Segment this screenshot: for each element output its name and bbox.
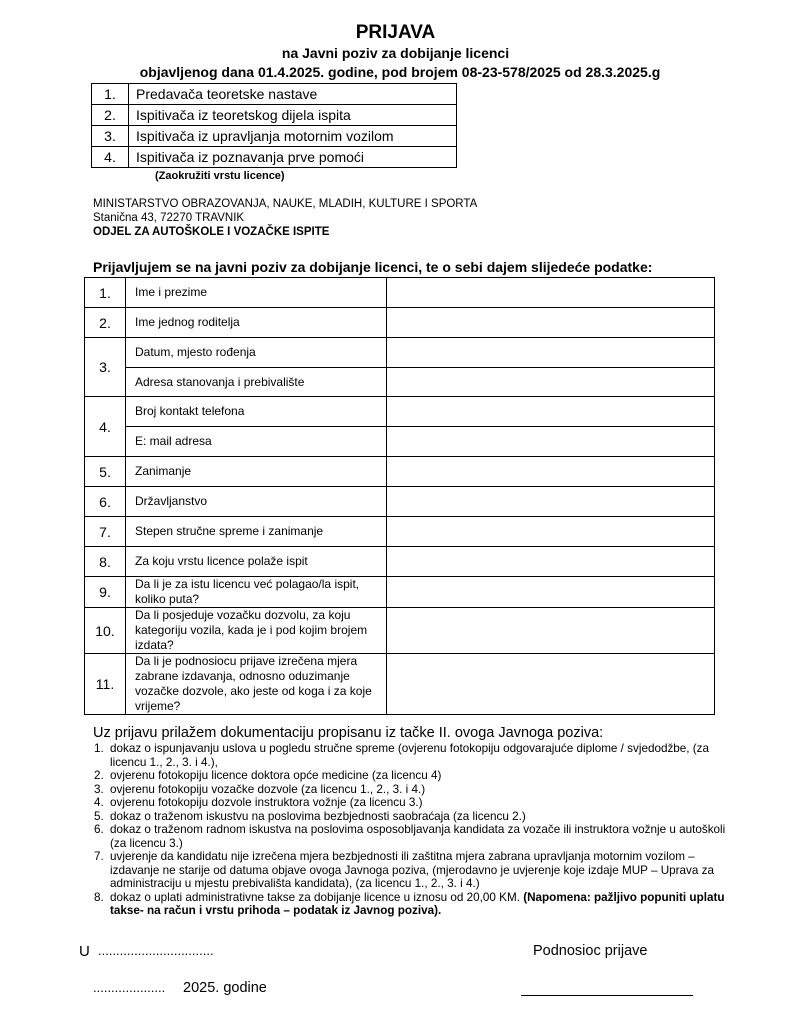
item-number: 3.: [94, 782, 104, 796]
list-item: [94, 796, 744, 810]
list-item: [94, 742, 744, 769]
row-number: 4.: [85, 397, 126, 457]
declaration-heading: Prijavljujem se na javni poziv za dobijanje licenci, te o sebi dajem slijedeće podatke:: [93, 259, 653, 275]
item-number: 6.: [94, 823, 104, 836]
field-value-birth[interactable]: [387, 338, 715, 368]
circle-instruction: (Zaokružiti vrstu licence): [155, 170, 285, 182]
table-row: [85, 654, 715, 715]
licence-number: 3.: [92, 126, 129, 147]
licence-type-row[interactable]: [92, 84, 457, 105]
field-value-parent-name[interactable]: [387, 308, 715, 338]
licence-type-table: [91, 83, 457, 168]
table-row: [85, 517, 715, 547]
item-text: dokaz o ispunjavanju uslova u pogledu stručne spreme (ovjerenu fotokopiju odgovarajuće diplome / svjedodžbe, (za licencu 1., 2., 3. i 4.),: [110, 742, 710, 769]
item-number: 4.: [94, 796, 104, 809]
item-text: ovjerenu fotokopiju dozvole instruktora vožnje (za licencu 3.): [110, 796, 423, 809]
field-value-address[interactable]: [387, 368, 715, 397]
field-label-birth: Datum, mjesto rođenja: [126, 338, 387, 368]
row-number: 2.: [85, 308, 126, 338]
row-number: 6.: [85, 487, 126, 517]
item-number: 7.: [94, 850, 104, 863]
ministry-name: MINISTARSTVO OBRAZOVANJA, NAUKE, MLADIH, KULTURE I SPORTA: [93, 198, 478, 210]
licence-type-row[interactable]: [92, 126, 457, 147]
licence-label: Ispitivača iz teoretskog dijela ispita: [129, 105, 457, 126]
form-title: PRIJAVA: [355, 22, 436, 43]
field-value-phone[interactable]: [387, 397, 715, 427]
field-label-citizenship: Državljanstvo: [126, 487, 387, 517]
field-value-occupation[interactable]: [387, 457, 715, 487]
signature-line[interactable]: [521, 995, 693, 996]
date-field[interactable]: ....................: [93, 980, 166, 995]
licence-number: 2.: [92, 105, 129, 126]
field-value-previous-exam[interactable]: [387, 577, 715, 608]
field-label-parent-name: Ime jednog roditelja: [126, 308, 387, 338]
table-row: [85, 608, 715, 654]
ministry-address: Stanična 43, 72270 TRAVNIK: [93, 212, 245, 224]
licence-type-row[interactable]: [92, 147, 457, 168]
field-value-licence-type[interactable]: [387, 547, 715, 577]
item-text: dokaz o traženom radnom iskustva na poslovima osposobljavanja kandidata za vozače ili instruktora vožnje u autoškoli (za licencu 3.): [110, 823, 726, 850]
licence-number: 1.: [92, 84, 129, 105]
licence-number: 4.: [92, 147, 129, 168]
field-label-driving-licence: Da li posjeduje vozačku dozvolu, za koju kategoriju vozila, kada je i pod kojim brojem izdata?: [126, 608, 387, 654]
field-label-full-name: Ime i prezime: [126, 278, 387, 308]
item-number: 8.: [94, 890, 104, 904]
row-number: 8.: [85, 547, 126, 577]
table-row: [85, 338, 715, 368]
table-row: [85, 457, 715, 487]
ministry-department: ODJEL ZA AUTOŠKOLE I VOZAČKE ISPITE: [93, 226, 330, 238]
licence-label: Ispitivača iz upravljanja motornim vozilom: [129, 126, 457, 147]
list-item: [94, 850, 744, 891]
item-text: dokaz o traženom iskustvu na poslovima bezbjednosti saobraćaja (za licencu 2.): [110, 809, 526, 823]
field-value-full-name[interactable]: [387, 278, 715, 308]
field-value-driving-ban[interactable]: [387, 654, 715, 715]
row-number: 3.: [85, 338, 126, 397]
attachments-list: [94, 742, 744, 918]
list-item: [94, 783, 744, 797]
item-number: 5.: [94, 809, 104, 823]
row-number: 1.: [85, 278, 126, 308]
table-row: [85, 368, 715, 397]
list-item: [94, 769, 744, 783]
item-text: uvjerenje da kandidatu nije izrečena mjera bezbjednosti ili zaštitna mjera zabrana upravljanja motornim vozilom – izdavanje ne starije od datuma objave ovoga Javnoga poziva, (mjerodavno je uvjerenje koje izdaje MUP – Uprava za administraciju u mjestu prebivališta kandidata), (za licencu 1., 2., 3. i 4.): [110, 850, 714, 890]
field-value-citizenship[interactable]: [387, 487, 715, 517]
field-label-driving-ban: Da li je podnosiocu prijave izrečena mjera zabrane izdavanja, odnosno oduzimanje vozačke dozvole, ako jeste od koga i za koje vrijeme?: [126, 654, 387, 715]
place-field[interactable]: ................................: [98, 943, 214, 958]
item-number: 2.: [94, 769, 104, 782]
table-row: [85, 577, 715, 608]
applicant-signature-label: Podnosioc prijave: [533, 943, 648, 959]
date-year: 2025. godine: [183, 980, 267, 996]
field-label-occupation: Zanimanje: [126, 457, 387, 487]
table-row: [85, 487, 715, 517]
form-subtitle: na Javni poziv za dobijanje licenci: [281, 45, 510, 61]
field-label-address: Adresa stanovanja i prebivalište: [126, 368, 387, 397]
item-text: ovjerenu fotokopiju vozačke dozvole (za licencu 1., 2., 3. i 4.): [110, 782, 426, 796]
applicant-data-table: [84, 277, 715, 715]
field-label-email: E: mail adresa: [126, 427, 387, 457]
table-row: [85, 547, 715, 577]
licence-label: Ispitivača iz poznavanja prve pomoći: [129, 147, 457, 168]
field-value-education[interactable]: [387, 517, 715, 547]
field-label-licence-type: Za koju vrstu licence polaže ispit: [126, 547, 387, 577]
field-label-previous-exam: Da li je za istu licencu već polagao/la ispit, koliko puta?: [126, 577, 387, 608]
payment-note: (Napomena: pažljivo popuniti uplatu takse- na račun i vrstu prihoda – podatak iz Javnog poziva).: [110, 890, 725, 917]
row-number: 10.: [85, 608, 126, 654]
field-value-email[interactable]: [387, 427, 715, 457]
list-item: [94, 891, 744, 918]
table-row: [85, 278, 715, 308]
field-value-driving-licence[interactable]: [387, 608, 715, 654]
field-label-education: Stepen stručne spreme i zanimanje: [126, 517, 387, 547]
row-number: 9.: [85, 577, 126, 608]
item-text: ovjerenu fotokopiju licence doktora opće medicine (za licencu 4): [110, 769, 442, 782]
table-row: [85, 308, 715, 338]
row-number: 5.: [85, 457, 126, 487]
row-number: 7.: [85, 517, 126, 547]
row-number: 11.: [85, 654, 126, 715]
place-label: U: [79, 943, 90, 960]
attachments-intro: Uz prijavu prilažem dokumentaciju propisanu iz tačke II. ovoga Javnoga poziva:: [93, 725, 604, 741]
table-row: [85, 397, 715, 427]
field-label-phone: Broj kontakt telefona: [126, 397, 387, 427]
publication-line: objavljenog dana 01.4.2025. godine, pod brojem 08-23-578/2025 od 28.3.2025.g: [139, 64, 661, 80]
list-item: [94, 810, 744, 824]
ministry-address-block: [93, 197, 477, 239]
item-number: 1.: [94, 742, 104, 755]
item-text: dokaz o uplati administrativne takse za dobijanje licence u iznosu od 20,00 KM.: [110, 890, 524, 904]
list-item: [94, 823, 744, 850]
licence-type-row[interactable]: [92, 105, 457, 126]
licence-label: Predavača teoretske nastave: [129, 84, 457, 105]
table-row: [85, 427, 715, 457]
